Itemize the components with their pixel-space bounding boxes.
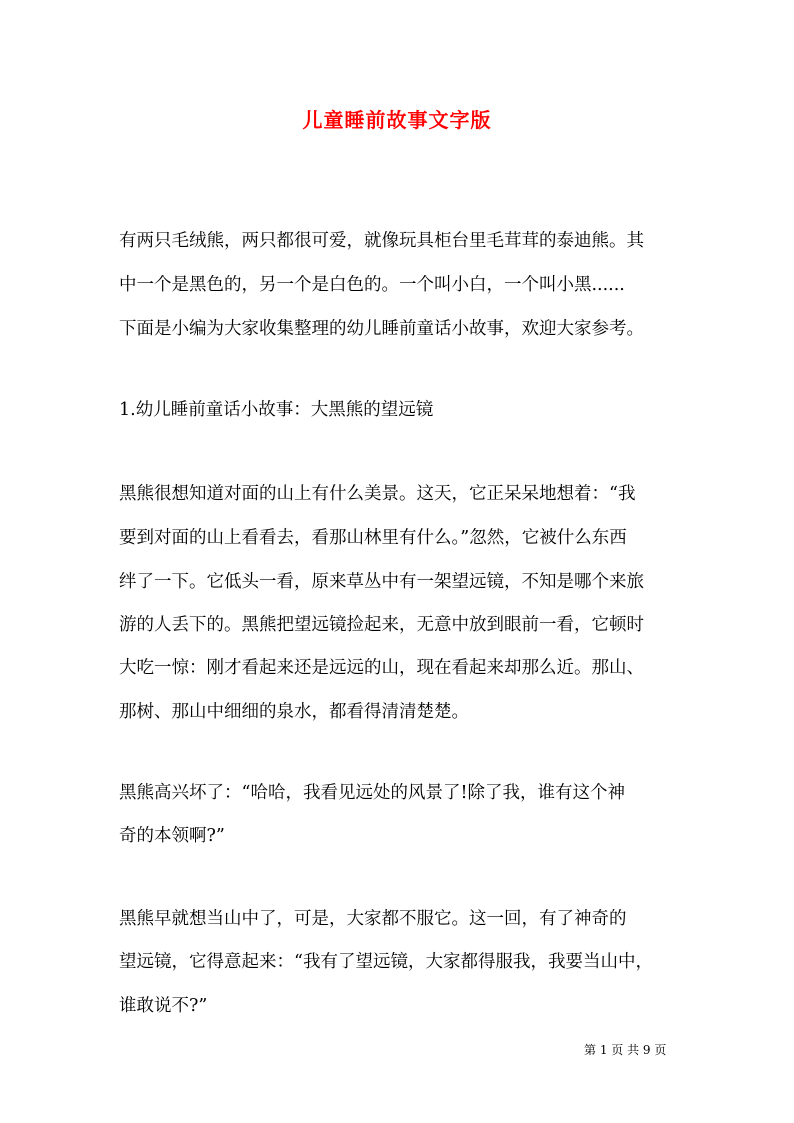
paragraph-line: 要到对面的山上看看去，看那山林里有什么。”忽然，它被什么东西 [119, 528, 627, 548]
page-number: 第 1 页 共 9 页 [584, 1043, 667, 1057]
paragraph-line: 望远镜，它得意起来：“我有了望远镜，大家都得服我，我要当山中， [119, 952, 653, 972]
paragraph-line: 黑熊很想知道对面的山上有什么美景。这天，它正呆呆地想着：“我 [119, 484, 636, 504]
paragraph-line: 黑熊高兴坏了：“哈哈，我看见远处的风景了!除了我，谁有这个神 [119, 783, 625, 803]
paragraph-line: 游的人丢下的。黑熊把望远镜捡起来，无意中放到眼前一看，它顿时 [119, 615, 644, 635]
section-heading: 1.幼儿睡前童话小故事：大黑熊的望远镜 [119, 400, 434, 420]
document-title: 儿童睡前故事文字版 [302, 108, 492, 132]
paragraph-line: 下面是小编为大家收集整理的幼儿睡前童话小故事，欢迎大家参考。 [119, 319, 644, 339]
paragraph-line: 那树、那山中细细的泉水，都看得清清楚楚。 [119, 702, 469, 722]
paragraph-line: 绊了一下。它低头一看，原来草丛中有一架望远镜，不知是哪个来旅 [119, 572, 644, 592]
paragraph-line: 有两只毛绒熊，两只都很可爱，就像玩具柜台里毛茸茸的泰迪熊。其 [119, 231, 644, 251]
paragraph-line: 谁敢说不?” [119, 996, 208, 1016]
paragraph-line: 中一个是黑色的，另一个是白色的。一个叫小白，一个叫小黑...... [119, 275, 625, 295]
paragraph-line: 大吃一惊：刚才看起来还是远远的山，现在看起来却那么近。那山、 [119, 658, 644, 678]
paragraph-line: 黑熊早就想当山中了，可是，大家都不服它。这一回，有了神奇的 [119, 909, 627, 929]
paragraph-line: 奇的本领啊?” [119, 826, 225, 846]
